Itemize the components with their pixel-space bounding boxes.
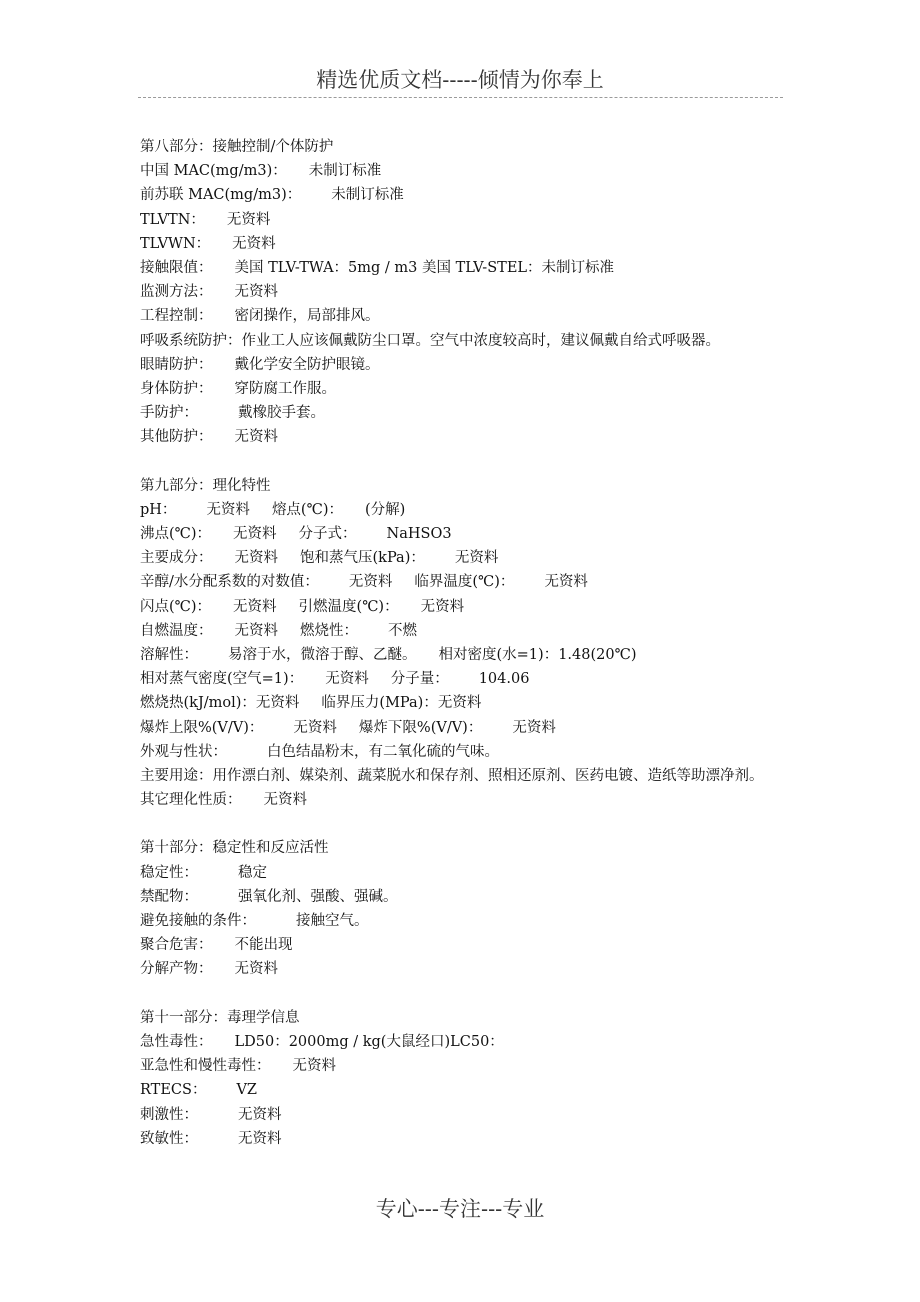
hand-protection-row [140, 401, 785, 425]
critical-pressure-label: 临界压力(MPa)： [321, 695, 438, 712]
mac-su-row [140, 183, 785, 207]
page-header: 精选优质文档-----倾情为你奉上 [316, 68, 604, 92]
section-gap [140, 449, 785, 473]
ignition-temperature-label: 引燃温度(℃)： [298, 598, 399, 615]
main-use-value: 用作漂白剂、媒染剂、蔬菜脱水和保存剂、照相还原剂、医药电镀、造纸等助漂净剂。 [212, 767, 764, 784]
acute-toxicity-value: LD50：2000mg / kg(大鼠经口)LC50： [234, 1033, 504, 1050]
boiling-point-row [140, 522, 785, 546]
tlvwn-row [140, 232, 785, 256]
formula-value: NaHSO3 [386, 526, 452, 542]
logp-label: 辛醇/水分配系数的对数值： [140, 574, 319, 591]
mac-su-label: 前苏联 MAC(mg/m3)： [140, 187, 302, 204]
eye-protection-row [140, 353, 785, 377]
ph-label: pH： [140, 501, 177, 518]
polymerization-row [140, 933, 785, 957]
melting-point-value: (分解) [364, 501, 406, 518]
critical-temperature-value: 无资料 [544, 574, 588, 591]
combustibility-label: 燃烧性： [300, 622, 358, 639]
logp-row [140, 570, 785, 594]
body-protection-row [140, 377, 785, 401]
other-properties-value: 无资料 [263, 792, 307, 809]
flash-point-row [140, 595, 785, 619]
heat-of-combustion-row [140, 691, 785, 715]
avoid-conditions-value: 接触空气。 [296, 913, 369, 930]
engineering-control-value: 密闭操作，局部排风。 [234, 308, 380, 325]
relative-density-value: 1.48(20℃) [558, 646, 637, 663]
melting-point-label: 熔点(℃)： [271, 501, 343, 518]
lower-explosive-limit-label: 爆炸下限%(V/V)： [358, 719, 483, 736]
main-use-row [140, 764, 785, 788]
polymerization-label: 聚合危害： [140, 937, 213, 954]
decomposition-row [140, 957, 785, 981]
tlvtn-label: TLVTN： [140, 211, 205, 228]
main-use-label: 主要用途： [140, 767, 213, 784]
decomposition-label: 分解产物： [140, 961, 213, 978]
ignition-temperature-value: 无资料 [420, 598, 465, 615]
limit-label: 接触限值： [140, 259, 213, 276]
tlvtn-value: 无资料 [226, 211, 271, 228]
flash-point-value: 无资料 [233, 598, 277, 615]
section-gap [140, 982, 785, 1006]
heat-of-combustion-value: 无资料 [255, 695, 300, 712]
stability-row [140, 861, 785, 885]
monitor-row [140, 280, 785, 304]
section-gap [140, 812, 785, 836]
upper-explosive-limit-value: 无资料 [293, 719, 337, 736]
limit-row [140, 256, 785, 280]
ph-value: 无资料 [206, 501, 250, 518]
upper-explosive-limit-label: 爆炸上限%(V/V)： [140, 719, 264, 736]
avoid-conditions-row [140, 909, 785, 933]
acute-toxicity-row [140, 1030, 785, 1054]
eye-protection-value: 戴化学安全防护眼镜。 [234, 356, 380, 373]
rtecs-row [140, 1078, 785, 1102]
other-protection-row [140, 425, 785, 449]
stability-value: 稳定 [238, 864, 267, 881]
respiratory-protection-row [140, 329, 785, 353]
section-11-title: 第十一部分：毒理学信息 [140, 1009, 300, 1026]
irritation-label: 刺激性： [140, 1106, 198, 1123]
section-8-title: 第八部分：接触控制/个体防护 [140, 139, 334, 155]
other-properties-label: 其它理化性质： [140, 792, 242, 809]
monitor-value: 无资料 [234, 284, 278, 301]
irritation-row [140, 1103, 785, 1127]
incompatible-label: 禁配物： [140, 888, 198, 905]
other-properties-row [140, 788, 785, 812]
eye-protection-label: 眼睛防护： [140, 356, 213, 373]
molecular-weight-label: 分子量： [390, 671, 449, 688]
composition-value: 无资料 [234, 550, 278, 567]
solubility-label: 溶解性： [140, 646, 198, 663]
vapor-density-label: 相对蒸气密度(空气=1)： [140, 671, 304, 688]
formula-label: 分子式： [298, 526, 357, 542]
vapor-density-value: 无资料 [325, 671, 369, 688]
limit-value: 美国 TLV-TWA：5mg / m3 美国 TLV-STEL：未制订标准 [234, 259, 615, 276]
appearance-row [140, 740, 785, 764]
critical-pressure-value: 无资料 [437, 695, 482, 712]
mac-cn-value: 未制订标准 [308, 163, 382, 180]
irritation-value: 无资料 [238, 1106, 282, 1123]
respiratory-protection-label: 呼吸系统防护： [140, 332, 242, 349]
section-10-title: 第十部分：稳定性和反应活性 [140, 840, 329, 857]
stability-label: 稳定性： [140, 864, 198, 881]
boiling-point-label: 沸点(℃)： [140, 526, 212, 542]
explosive-limits-row [140, 716, 785, 740]
header-divider [138, 97, 783, 98]
solubility-row [140, 643, 785, 667]
mac-su-value: 未制订标准 [331, 187, 404, 204]
mac-cn-row [140, 159, 785, 183]
other-protection-value: 无资料 [234, 429, 278, 446]
appearance-label: 外观与性状： [140, 743, 227, 760]
composition-row [140, 546, 785, 570]
body-protection-value: 穿防腐工作服。 [234, 380, 336, 397]
molecular-weight-value: 104.06 [478, 671, 530, 688]
autoignition-label: 自燃温度： [140, 622, 213, 639]
avoid-conditions-label: 避免接触的条件： [140, 913, 256, 930]
appearance-value: 白色结晶粉末，有二氧化硫的气味。 [267, 743, 499, 760]
vapor-pressure-label: 饱和蒸气压(kPa)： [300, 550, 425, 567]
engineering-control-row [140, 304, 785, 328]
incompatible-row [140, 885, 785, 909]
engineering-control-label: 工程控制： [140, 308, 213, 325]
autoignition-value: 无资料 [234, 622, 278, 639]
hand-protection-value: 戴橡胶手套。 [238, 405, 325, 422]
decomposition-value: 无资料 [234, 961, 278, 978]
acute-toxicity-label: 急性毒性： [140, 1033, 213, 1050]
ph-row [140, 498, 785, 522]
lower-explosive-limit-value: 无资料 [512, 719, 556, 736]
document-body [140, 135, 785, 1151]
rtecs-label: RTECS： [140, 1082, 207, 1099]
critical-temperature-label: 临界温度(℃)： [414, 574, 515, 591]
monitor-label: 监测方法： [140, 284, 213, 301]
combustibility-value: 不燃 [388, 622, 417, 639]
composition-label: 主要成分： [140, 550, 213, 567]
chronic-toxicity-label: 亚急性和慢性毒性： [140, 1058, 271, 1075]
respiratory-protection-value: 作业工人应该佩戴防尘口罩。空气中浓度较高时，建议佩戴自给式呼吸器。 [241, 332, 720, 349]
polymerization-value: 不能出现 [234, 937, 293, 954]
section-9-title: 第九部分：理化特性 [140, 477, 271, 494]
chronic-toxicity-row [140, 1054, 785, 1078]
chronic-toxicity-value: 无资料 [292, 1058, 336, 1075]
tlvtn-row [140, 208, 785, 232]
sensitization-value: 无资料 [238, 1130, 282, 1147]
tlvwn-label: TLVWN： [140, 235, 211, 252]
solubility-value: 易溶于水，微溶于醇、乙醚。 [228, 646, 417, 663]
body-protection-label: 身体防护： [140, 380, 213, 397]
vapor-density-row [140, 667, 785, 691]
sensitization-label: 致敏性： [140, 1130, 198, 1147]
hand-protection-label: 手防护： [140, 405, 198, 422]
other-protection-label: 其他防护： [140, 429, 213, 446]
tlvwn-value: 无资料 [232, 235, 276, 252]
rtecs-value: VZ [236, 1082, 257, 1099]
heat-of-combustion-label: 燃烧热(kJ/mol)： [140, 695, 256, 712]
sensitization-row [140, 1127, 785, 1151]
incompatible-value: 强氧化剂、强酸、强碱。 [238, 888, 398, 905]
boiling-point-value: 无资料 [233, 526, 277, 542]
mac-cn-label: 中国 MAC(mg/m3)： [140, 163, 287, 180]
page-footer: 专心---专注---专业 [375, 1197, 545, 1221]
logp-value: 无资料 [348, 574, 393, 591]
flash-point-label: 闪点(℃)： [140, 598, 212, 615]
autoignition-row [140, 619, 785, 643]
vapor-pressure-value: 无资料 [454, 550, 499, 567]
relative-density-label: 相对密度(水=1)： [438, 646, 559, 663]
